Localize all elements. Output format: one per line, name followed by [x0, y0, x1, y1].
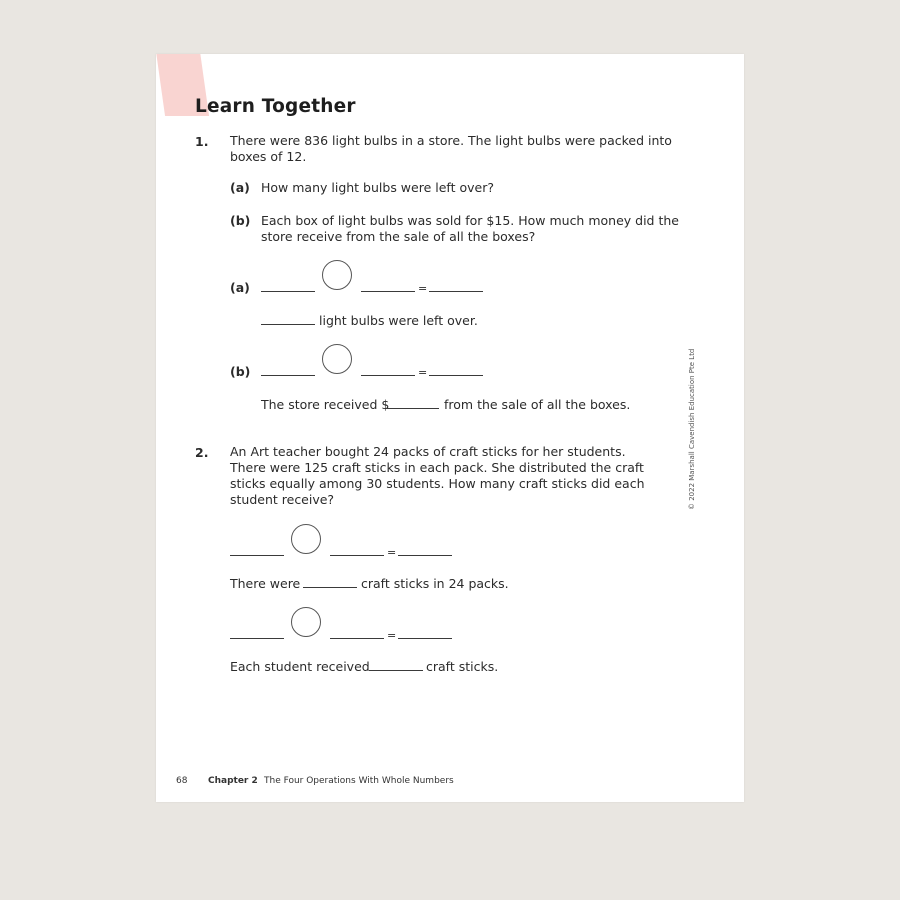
q2-eq1-equals: =	[387, 546, 397, 559]
answer-a-blank-2[interactable]	[361, 291, 415, 292]
part-a-text: How many light bulbs were left over?	[261, 180, 494, 195]
answer-b-label: (b)	[230, 364, 251, 379]
q2-eq2-blank-2[interactable]	[330, 638, 384, 639]
answer-b-sentence-blank[interactable]	[387, 408, 439, 409]
answer-a-sentence: light bulbs were left over.	[319, 313, 478, 328]
answer-a-blank-1[interactable]	[261, 291, 315, 292]
answer-a-label: (a)	[230, 280, 250, 295]
q2-answer-1-blank[interactable]	[303, 587, 357, 588]
section-title: Learn Together	[195, 96, 356, 117]
q2-eq1-blank-1[interactable]	[230, 555, 284, 556]
part-b-label: (b)	[230, 213, 251, 228]
answer-b-blank-1[interactable]	[261, 375, 315, 376]
q2-answer-1-suffix: craft sticks in 24 packs.	[361, 576, 509, 591]
footer-chapter: Chapter 2	[208, 776, 258, 786]
question-2-line-3: sticks equally among 30 students. How many craft sticks did each	[230, 476, 645, 491]
question-1-line-1: There were 836 light bulbs in a store. The light bulbs were packed into	[230, 133, 672, 148]
answer-a-blank-result[interactable]	[429, 291, 483, 292]
question-2-number: 2.	[195, 445, 209, 460]
answer-a-sentence-blank[interactable]	[261, 324, 315, 325]
answer-b-blank-2[interactable]	[361, 375, 415, 376]
part-b-line-2: store receive from the sale of all the boxes?	[261, 229, 536, 244]
answer-b-equals: =	[418, 366, 428, 379]
page-number: 68	[176, 776, 188, 786]
q2-answer-1-prefix: There were	[230, 576, 301, 591]
q2-answer-2-blank[interactable]	[369, 670, 423, 671]
copyright-notice: © 2022 Marshall Cavendish Education Pte Ltd	[688, 348, 696, 510]
answer-a-operator-circle[interactable]	[322, 260, 352, 290]
part-b-line-1: Each box of light bulbs was sold for $15. How much money did the	[261, 213, 679, 228]
question-1-line-2: boxes of 12.	[230, 149, 307, 164]
q2-eq1-blank-2[interactable]	[330, 555, 384, 556]
workbook-page	[156, 54, 744, 802]
q2-eq2-operator-circle[interactable]	[291, 607, 321, 637]
answer-b-blank-result[interactable]	[429, 375, 483, 376]
question-2-line-1: An Art teacher bought 24 packs of craft sticks for her students.	[230, 444, 626, 459]
q2-eq2-blank-result[interactable]	[398, 638, 452, 639]
answer-b-sentence-prefix: The store received $	[261, 397, 390, 412]
answer-b-operator-circle[interactable]	[322, 344, 352, 374]
question-2-line-4: student receive?	[230, 492, 335, 507]
question-1-number: 1.	[195, 134, 209, 149]
footer-chapter-title: The Four Operations With Whole Numbers	[264, 776, 454, 786]
q2-eq1-blank-result[interactable]	[398, 555, 452, 556]
q2-answer-2-suffix: craft sticks.	[426, 659, 499, 674]
answer-a-equals: =	[418, 282, 428, 295]
answer-b-sentence-suffix: from the sale of all the boxes.	[444, 397, 631, 412]
q2-eq1-operator-circle[interactable]	[291, 524, 321, 554]
question-2-line-2: There were 125 craft sticks in each pack. She distributed the craft	[230, 460, 644, 475]
q2-eq2-equals: =	[387, 629, 397, 642]
part-a-label: (a)	[230, 180, 250, 195]
q2-eq2-blank-1[interactable]	[230, 638, 284, 639]
q2-answer-2-prefix: Each student received	[230, 659, 370, 674]
